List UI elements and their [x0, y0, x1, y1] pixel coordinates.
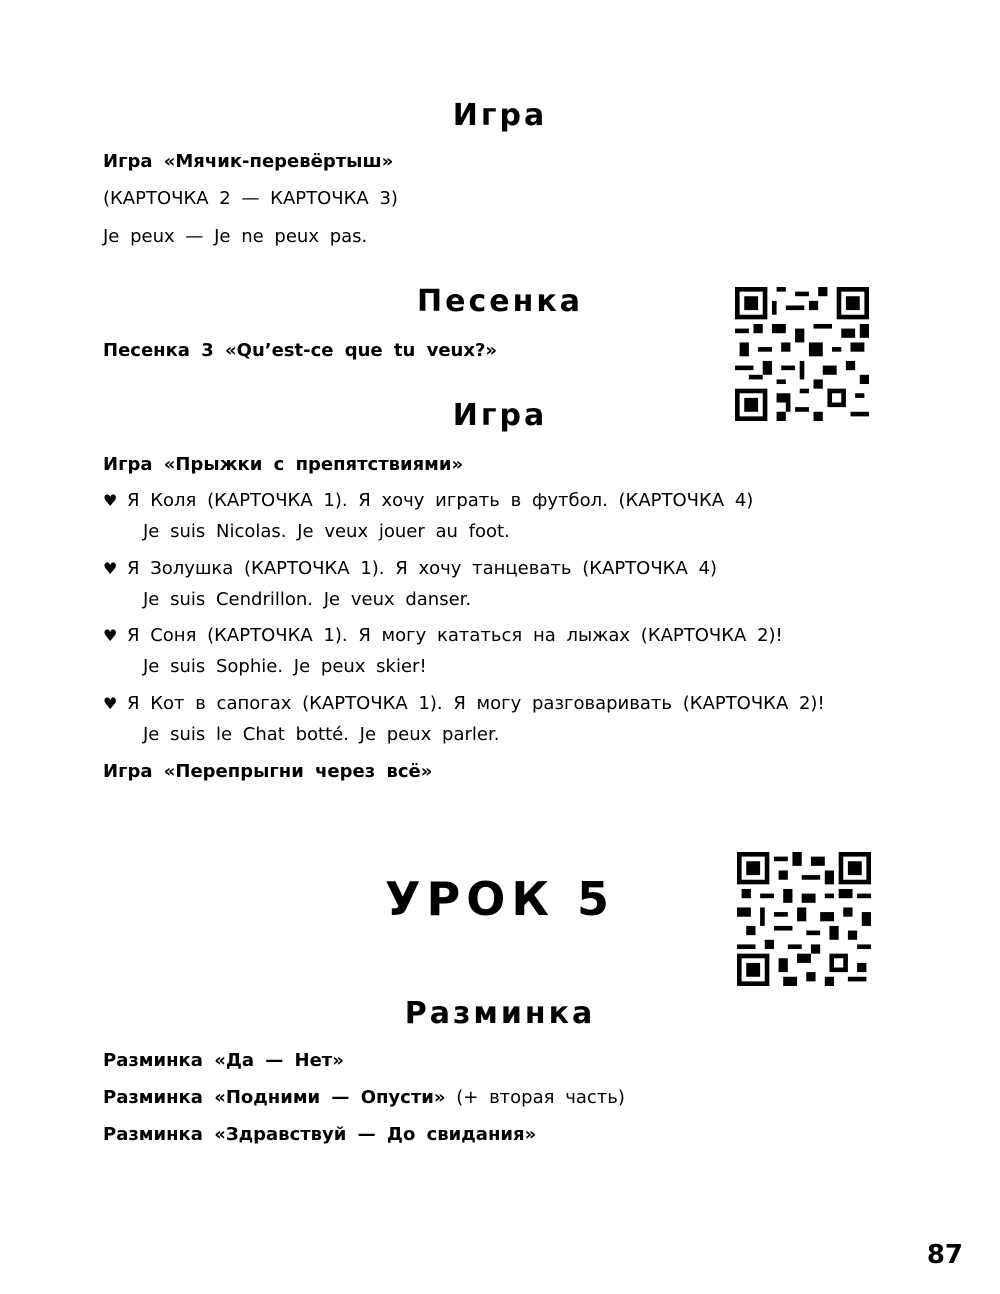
section-heading-warmup: Разминка [404, 996, 596, 1031]
list-item-fr: Je suis Sophie. Je peux skier! [143, 656, 427, 677]
list-item-ru: Я Золушка (КАРТОЧКА 1). Я хочу танцевать (КАРТОЧКА 4) [127, 558, 717, 579]
heart-icon: ♥ [103, 694, 118, 713]
warmup-note: (+ вторая часть) [456, 1087, 625, 1108]
page-number: 87 [926, 1240, 963, 1270]
list-item-fr: Je suis Cendrillon. Je veux danser. [143, 589, 472, 610]
game-phrase: Je peux — Je ne peux pas. [103, 226, 368, 247]
heart-icon: ♥ [103, 491, 118, 510]
section-heading-song: Песенка [417, 284, 583, 319]
game3-title: Игра «Перепрыгни через всё» [103, 761, 433, 782]
warmup-title: Разминка «Подними — Опусти» [103, 1087, 446, 1108]
list-item-ru: Я Соня (КАРТОЧКА 1). Я могу кататься на лыжах (КАРТОЧКА 2)! [127, 625, 783, 646]
game-title: Игра «Мячик-перевёртыш» [103, 151, 394, 172]
heart-icon: ♥ [103, 559, 118, 578]
section-heading-game: Игра [452, 98, 548, 133]
heart-icon: ♥ [103, 626, 118, 645]
list-item-fr: Je suis le Chat botté. Je peux parler. [143, 724, 500, 745]
song-title: Песенка 3 «Qu’est-ce que tu veux?» [103, 340, 498, 361]
list-item [103, 490, 753, 511]
warmup-title: Разминка «Здравствуй — До свидания» [103, 1124, 537, 1145]
warmup-item [103, 1050, 344, 1071]
list-item [103, 625, 783, 646]
warmup-item [103, 1087, 625, 1108]
warmup-title: Разминка «Да — Нет» [103, 1050, 344, 1071]
list-item [103, 693, 825, 714]
list-item-fr: Je suis Nicolas. Je veux jouer au foot. [143, 521, 510, 542]
lesson-heading: УРОК 5 [385, 872, 615, 926]
warmup-item [103, 1124, 536, 1145]
list-item-ru: Я Коля (КАРТОЧКА 1). Я хочу играть в футбол. (КАРТОЧКА 4) [127, 490, 754, 511]
list-item-ru: Я Кот в сапогах (КАРТОЧКА 1). Я могу разговаривать (КАРТОЧКА 2)! [127, 693, 825, 714]
section-heading-game-2: Игра [452, 398, 548, 433]
list-item [103, 558, 717, 579]
game-cards: (КАРТОЧКА 2 — КАРТОЧКА 3) [103, 188, 398, 209]
game2-title: Игра «Прыжки с препятствиями» [103, 454, 464, 475]
qr-code-lesson[interactable] [737, 852, 871, 986]
